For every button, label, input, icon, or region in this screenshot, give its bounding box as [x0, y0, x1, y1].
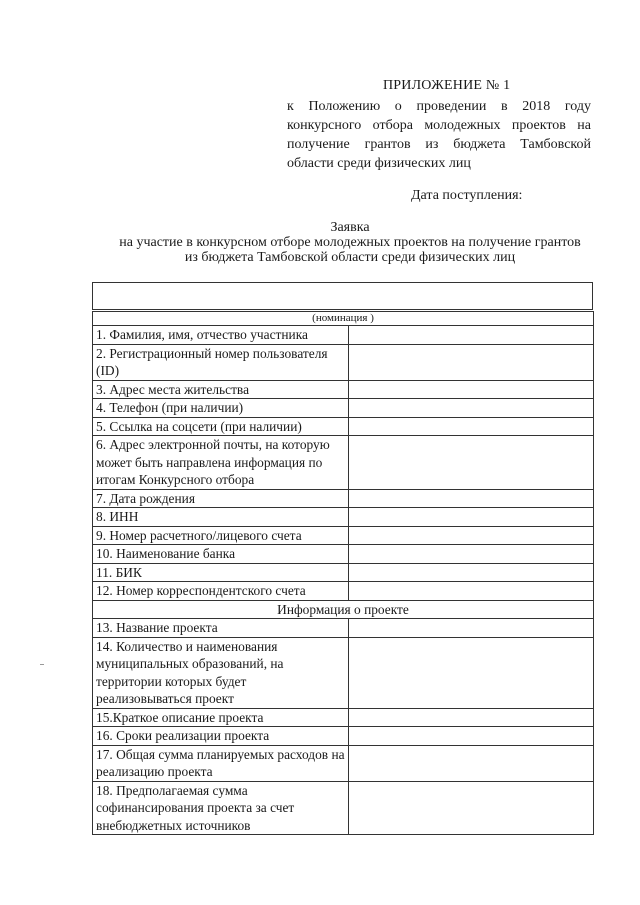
appendix-line: области среди физических лиц: [287, 156, 471, 171]
field-label: 11. БИК: [93, 563, 349, 582]
nomination-field[interactable]: [92, 282, 593, 310]
field-label: 3. Адрес места жительства: [93, 380, 349, 399]
field-value[interactable]: [349, 399, 594, 418]
field-value[interactable]: [349, 526, 594, 545]
field-label: 4. Телефон (при наличии): [93, 399, 349, 418]
document-title: Заявка: [330, 220, 370, 235]
table-row: [93, 781, 594, 835]
received-date-label: Дата поступления:: [411, 188, 523, 203]
field-label: 1. Фамилия, имя, отчество участника: [93, 326, 349, 345]
field-value[interactable]: [349, 436, 594, 490]
appendix-line: получение грантов из бюджета Тамбовской: [287, 137, 591, 152]
field-label: 5. Ссылка на соцсети (при наличии): [93, 417, 349, 436]
appendix-line: к Положению о проведении в 2018 году: [287, 99, 591, 114]
section-header-row: [93, 600, 594, 619]
field-value[interactable]: [349, 563, 594, 582]
field-label: 2. Регистрационный номер пользователя (ID): [93, 344, 349, 380]
field-label: 12. Номер корреспондентского счета: [93, 582, 349, 601]
field-value[interactable]: [349, 708, 594, 727]
field-value[interactable]: [349, 582, 594, 601]
field-label: 17. Общая сумма планируемых расходов на реализацию проекта: [93, 745, 349, 781]
table-row: [93, 508, 594, 527]
appendix-line: конкурсного отбора молодежных проектов на: [287, 118, 591, 133]
field-label: 8. ИНН: [93, 508, 349, 527]
field-value[interactable]: [349, 417, 594, 436]
document-subtitle-line2: из бюджета Тамбовской области среди физических лиц: [184, 250, 516, 265]
table-row: [93, 727, 594, 746]
table-row: [93, 637, 594, 708]
project-section-title: Информация о проекте: [93, 600, 594, 619]
field-value[interactable]: [349, 545, 594, 564]
field-value[interactable]: [349, 637, 594, 708]
table-row: [93, 708, 594, 727]
table-row: [93, 326, 594, 345]
field-label: 7. Дата рождения: [93, 489, 349, 508]
table-row: [93, 745, 594, 781]
table-row: [93, 489, 594, 508]
document-subtitle-line1: на участие в конкурсном отборе молодежных проектов на получение грантов: [119, 235, 581, 250]
table-row: [93, 344, 594, 380]
table-row: [93, 563, 594, 582]
field-value[interactable]: [349, 508, 594, 527]
field-label: 10. Наименование банка: [93, 545, 349, 564]
field-value[interactable]: [349, 727, 594, 746]
field-value[interactable]: [349, 326, 594, 345]
field-label: 6. Адрес электронной почты, на которую может быть направлена информация по итогам Конкурсного отбора: [93, 436, 349, 490]
field-label: 9. Номер расчетного/лицевого счета: [93, 526, 349, 545]
table-row: [93, 436, 594, 490]
table-row: [93, 399, 594, 418]
field-label: 18. Предполагаемая сумма софинансирования проекта за счет внебюджетных источников: [93, 781, 349, 835]
field-label: 13. Название проекта: [93, 619, 349, 638]
field-label: 15.Краткое описание проекта: [93, 708, 349, 727]
table-row: [93, 582, 594, 601]
scan-artifact: [40, 664, 44, 665]
table-row: [93, 526, 594, 545]
table-row: [93, 619, 594, 638]
field-value[interactable]: [349, 781, 594, 835]
field-value[interactable]: [349, 745, 594, 781]
appendix-reference: [287, 97, 591, 173]
nomination-caption-row: [93, 312, 594, 326]
nomination-caption: (номинация ): [93, 312, 594, 326]
table-row: [93, 417, 594, 436]
field-value[interactable]: [349, 489, 594, 508]
field-value[interactable]: [349, 619, 594, 638]
field-value[interactable]: [349, 380, 594, 399]
application-form-table: [92, 311, 594, 835]
table-row: [93, 380, 594, 399]
table-row: [93, 545, 594, 564]
field-label: 16. Сроки реализации проекта: [93, 727, 349, 746]
field-label: 14. Количество и наименования муниципальных образований, на территории которых будет реализовываться проект: [93, 637, 349, 708]
appendix-title: ПРИЛОЖЕНИЕ № 1: [383, 78, 511, 93]
field-value[interactable]: [349, 344, 594, 380]
